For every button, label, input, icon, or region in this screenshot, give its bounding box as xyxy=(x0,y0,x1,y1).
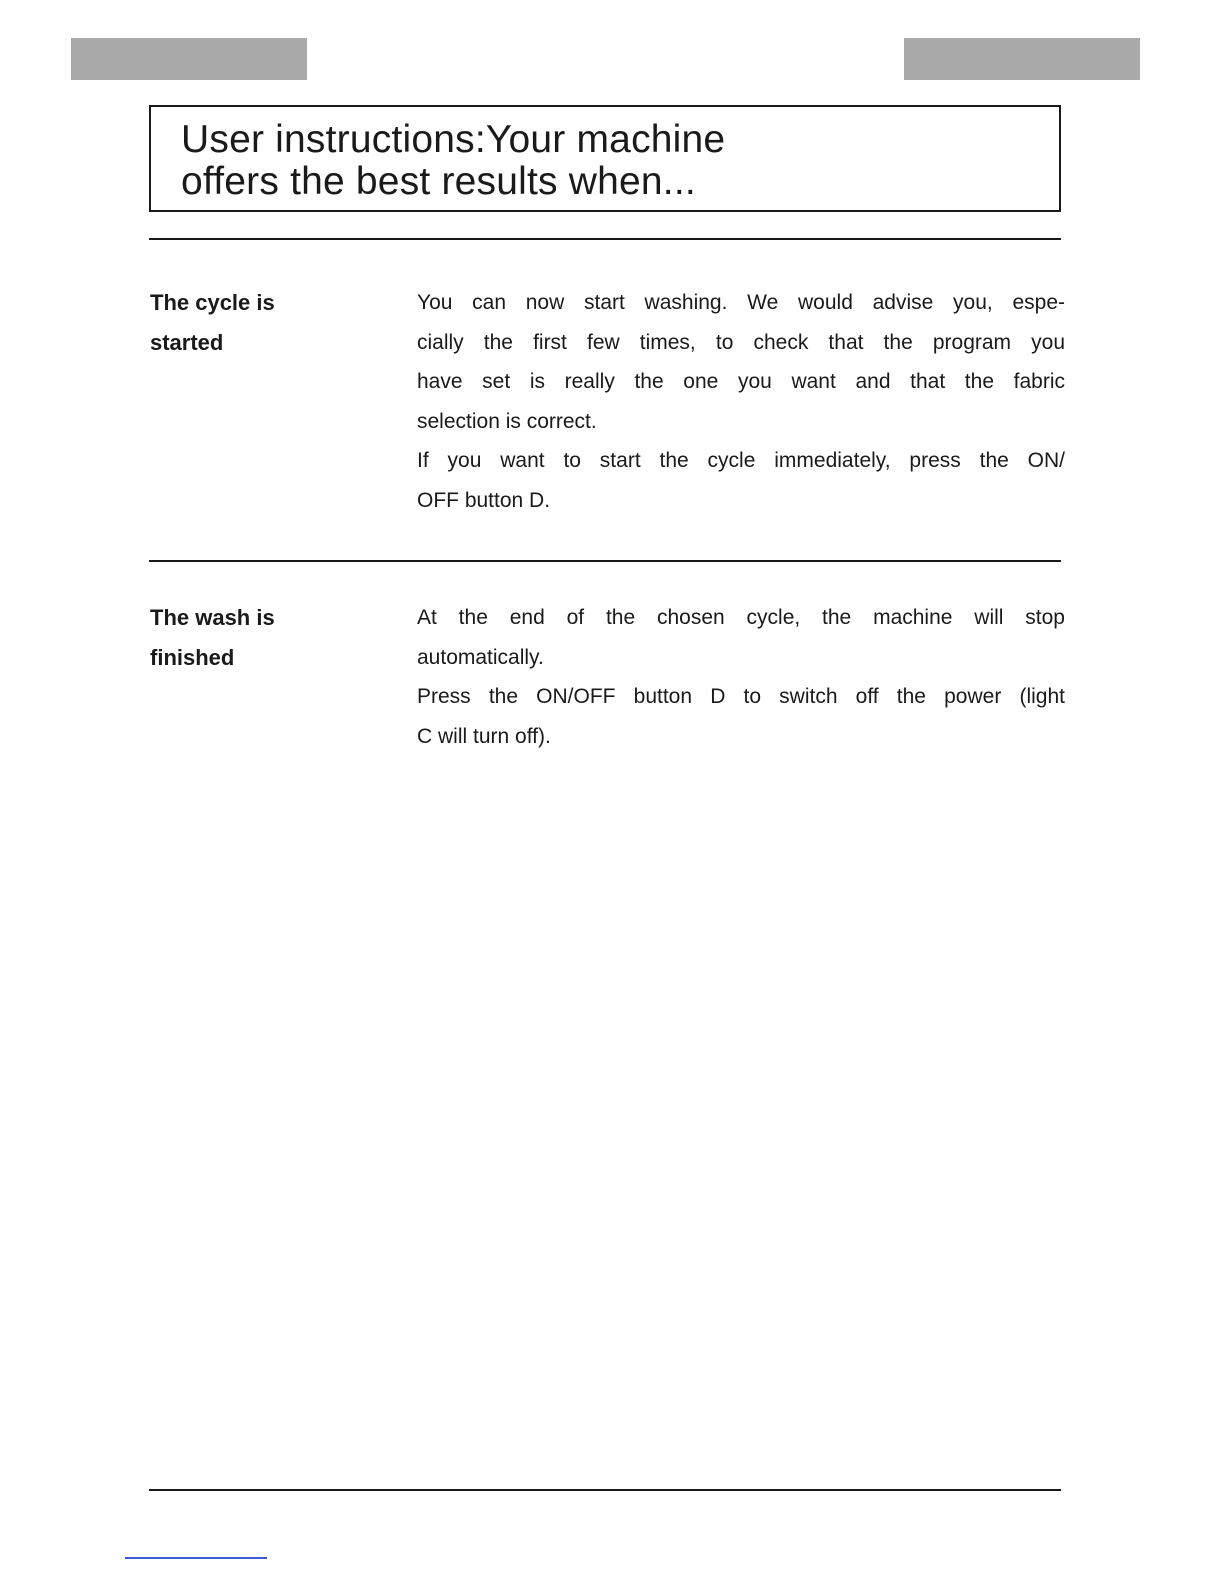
body-line: have set is really the one you want and that the fabric xyxy=(417,370,1065,393)
body-line: cially the first few times, to check that the program you xyxy=(417,330,1065,354)
divider-middle xyxy=(149,560,1061,562)
section-body-wash-finished xyxy=(417,598,1065,756)
page-title-line-1: User instructions:Your machine xyxy=(181,118,726,161)
body-line: C will turn off). xyxy=(417,724,551,748)
body-line: OFF button D. xyxy=(417,488,551,512)
page-title-box xyxy=(149,105,1061,212)
divider-top xyxy=(149,238,1061,240)
body-line: selection is correct. xyxy=(417,409,597,433)
section-label-line: finished xyxy=(150,644,235,670)
section-label-line: started xyxy=(150,329,224,355)
header-bar-left xyxy=(71,38,307,80)
section-label-line: The cycle is xyxy=(150,290,275,315)
body-line: Press the ON/OFF button D to switch off the power (light xyxy=(417,685,1065,708)
body-line: If you want to start the cycle immediately, press the ON/ xyxy=(417,449,1065,472)
section-label-wash-finished xyxy=(150,598,390,677)
footer-link-underline xyxy=(125,1557,267,1559)
header-bar-right xyxy=(904,38,1140,80)
body-line: automatically. xyxy=(417,645,544,669)
section-body-cycle-started xyxy=(417,283,1065,520)
section-label-line: The wash is xyxy=(150,605,275,630)
page-title-line-2: offers the best results when... xyxy=(181,160,696,203)
body-line: You can now start washing. We would advise you, espe- xyxy=(417,291,1065,314)
section-label-cycle-started xyxy=(150,283,390,362)
body-line: At the end of the chosen cycle, the machine will stop xyxy=(417,606,1065,629)
divider-bottom xyxy=(149,1489,1061,1491)
